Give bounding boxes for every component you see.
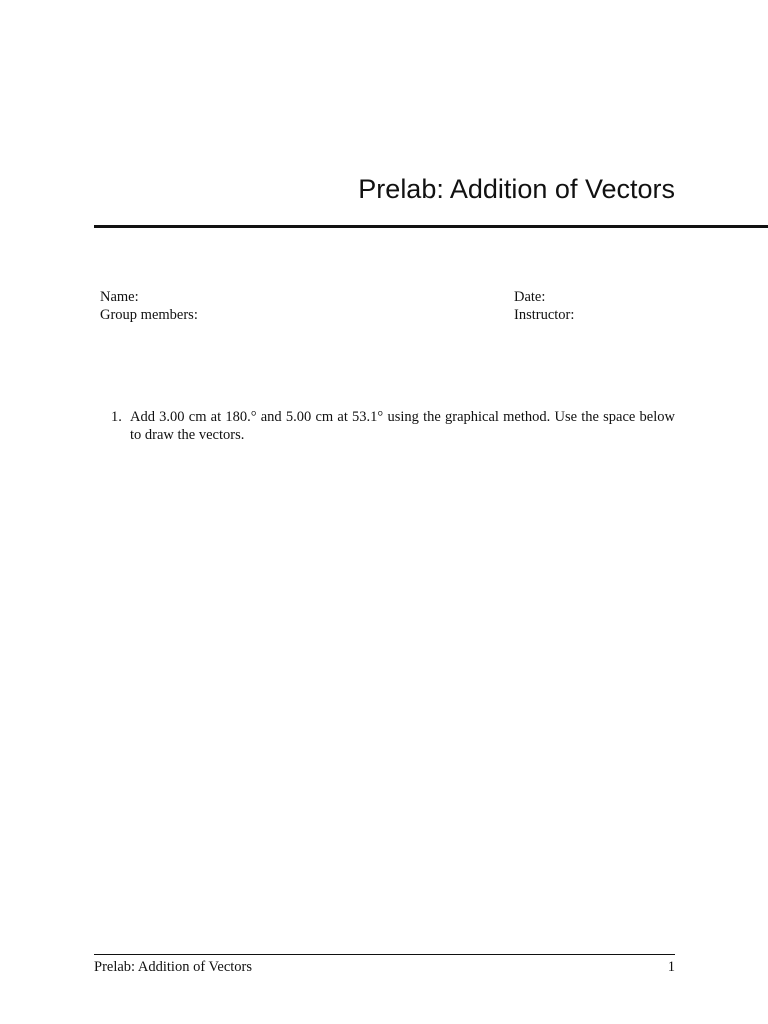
- footer-title: Prelab: Addition of Vectors: [94, 959, 253, 975]
- title-rule: [94, 225, 768, 228]
- footer-rule: [94, 954, 675, 955]
- name-label: Name:: [100, 289, 139, 305]
- page-title: Prelab: Addition of Vectors: [358, 174, 675, 204]
- question-1-number: 1.: [111, 409, 122, 425]
- instructor-label: Instructor:: [514, 307, 575, 323]
- drawing-space[interactable]: [94, 450, 675, 940]
- question-1-text: Add 3.00 cm at 180.° and 5.00 cm at 53.1° using the graphical method. Use the space below to draw the vectors.: [130, 409, 675, 443]
- group-members-label: Group members:: [100, 307, 198, 323]
- page-number: 1: [667, 959, 675, 975]
- date-label: Date:: [514, 289, 546, 305]
